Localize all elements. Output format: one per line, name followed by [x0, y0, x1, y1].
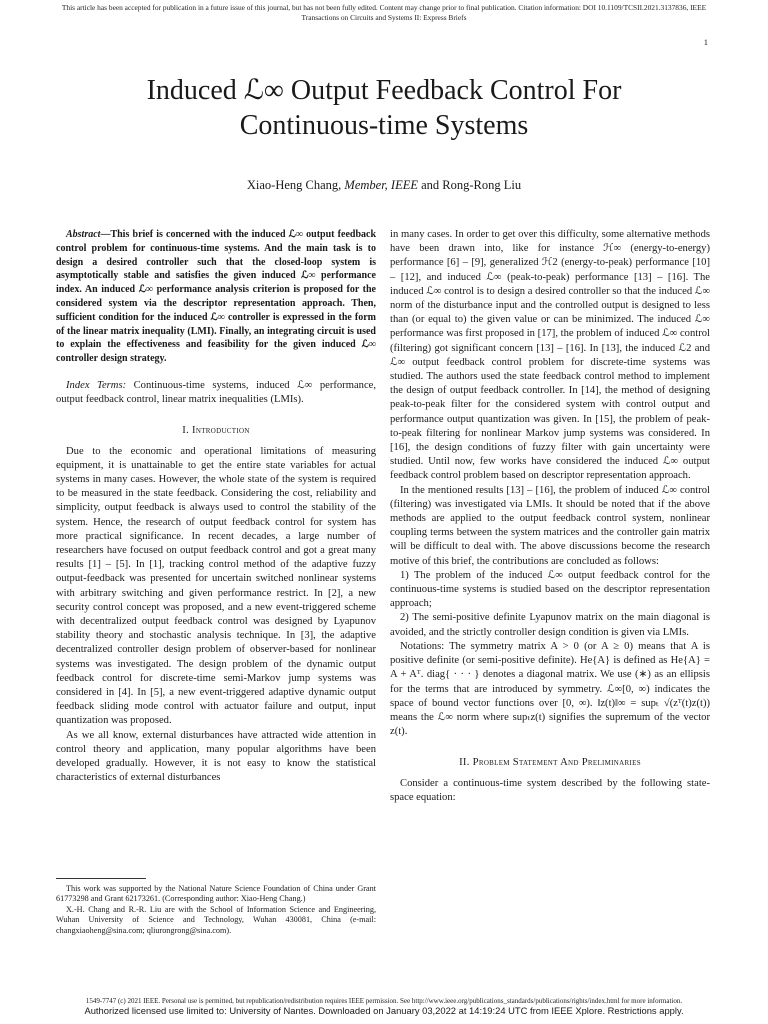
- banner-line-2: Transactions on Circuits and Systems II: Express Briefs: [301, 12, 467, 22]
- contribution-1: 1) The problem of the induced ℒ∞ output feedback control for the continuous-time systems is studied based on the descriptor representation approach;: [390, 569, 710, 610]
- intro-paragraph-2: As we all know, external disturbances have attracted wide attention in control theory and application, many popular algorithms have been developed gradually. However, it is not easy to know the statistical characteristics of external disturbances: [56, 729, 376, 784]
- paper-title: [0, 73, 768, 143]
- abstract-lead: Abstract: [66, 229, 101, 240]
- footnotes: [56, 884, 376, 936]
- section-heading-problem-statement: [390, 756, 710, 770]
- notations-paragraph: Notations: The symmetry matrix A > 0 (or A ≥ 0) means that A is positive definite (or semi-positive definite). He{A} is defined as He{A} = A + Aᵀ. diag{ · · · } denotes a diagonal matrix. We use (∗) as an ellipsis for the terms that are introduced by symmetry. ℒ∞[0, ∞) indicates the space of bound vector functions over [0, ∞). ‖z(t)‖∞ = supₜ √(zᵀ(t)z(t)) means the ℒ∞ norm where supₜz(t) signifies the supremum of the vector z(t).: [390, 640, 710, 738]
- copyright-footer: 1549-7747 (c) 2021 IEEE. Personal use is permitted, but republication/redistribution requires IEEE permission. See http://www.ieee.org/publications_standards/publications/rights/index.html for more information.: [85, 997, 683, 1005]
- section-1-title: Introduction: [192, 425, 250, 437]
- footnote-funding: This work was supported by the National Nature Science Foundation of China under Grant 61773298 and Grant 62173261. (Corresponding author: Xiao-Heng Chang.): [56, 884, 376, 904]
- footnote-rule: [56, 878, 146, 879]
- section-heading-introduction: [56, 424, 376, 438]
- footnote-affiliation: X.-H. Chang and R.-R. Liu are with the School of Information Science and Engineering, Wuhan University of Science and Technology, Wuhan 430081, China (e-mail: changxiaoheng@sina.com; qliurongrong@sina.com).: [56, 904, 376, 935]
- license-footer: Authorized licensed use limited to: University of Nantes. Downloaded on January 03,2022 at 14:19:24 UTC from IEEE Xplore. Restrictions apply.: [84, 1005, 684, 1016]
- section-1-number: I.: [182, 425, 190, 437]
- banner-line-1: This article has been accepted for publication in a future issue of this journal, but has not been fully edited. Content may change prior to final publication. Citation information: DOI 10.1109/TCSII.2021.3137836, IEEE: [61, 3, 707, 12]
- section-2-title: Problem Statement And Preliminaries: [472, 757, 641, 769]
- author-name-1: Xiao-Heng Chang,: [246, 178, 342, 192]
- index-terms-lead: Index Terms:: [66, 379, 127, 391]
- index-terms-text: Continuous-time systems, induced ℒ∞ performance, output feedback control, linear matrix inequalities (LMIs).: [56, 379, 376, 406]
- index-terms: [56, 379, 376, 407]
- body-paragraph-2: In the mentioned results [13] – [16], the problem of induced ℒ∞ control (filtering) was investigated via LMIs. It should be noted that if the above methods are applied to the output feedback control system, nonlinear coupling terms between the system matrices and the controller gain matrix will be difficult to deal with. The above discussions become the research motive of this brief, the contributions are concluded as follows:: [390, 484, 710, 567]
- journal-banner: [0, 3, 768, 22]
- title-line-2: Continuous-time Systems: [239, 110, 529, 141]
- abstract-text: —This brief is concerned with the induced ℒ∞ output feedback control problem for continuous-time systems. And the main task is to design a desired controller such that the closed-loop system is asymptotically stable and satisfies the given induced ℒ∞ performance index. An induced ℒ∞ performance analysis criterion is proposed for the considered system via the descriptor representation approach. Then, sufficient condition for the induced ℒ∞ controller is expressed in the form of the linear matrix inequality (LMI). Finally, an integrating circuit is used to explain the effectiveness and feasibility for the given induced ℒ∞ controller design strategy.: [56, 229, 376, 365]
- author-line: [0, 178, 768, 193]
- author-role: Member, IEEE: [344, 178, 418, 192]
- right-column: [390, 228, 710, 805]
- section-2-number: II.: [459, 757, 470, 769]
- page-number: 1: [703, 37, 708, 47]
- section-2-paragraph: Consider a continuous-time system described by the following state-space equation:: [390, 777, 710, 803]
- author-rest: and Rong-Rong Liu: [421, 178, 522, 192]
- intro-paragraph-1: Due to the economic and operational limitations of measuring equipment, it is unattainable to get the entire state variables for actual systems in many cases. However, the whole state of the system is required to be measured in the state feedback. Considering the cost, reliability and simplicity, output feedback is always used to control the stability of the system. Hence, the research of output feedback control for system has more practical significance. In recent decades, a large number of researchers have focused on output feedback control and got a great many results [1] – [5]. In [1], tracking control method of the adaptive fuzzy output-feedback was presented for uncertain switched nonlinear systems with arbitrary switching and given performance restrict. In [2], a new security control concept was proposed, and a new event-triggered scheme with decentralized output feedback control was designed by Lyapunov stability theory and stochastic analysis technique. In [3], the adaptive decentralized controller design problem of observer-based for nonlinear systems was investigated. The design problem of the dynamic output feedback control for discrete-time semi-Markov jump systems was considered in [4]. In [5], a new event-triggered adaptive dynamic output feedback sliding mode control with actuator failure and output, input quantization was proposed.: [56, 445, 376, 727]
- left-column: [56, 228, 376, 785]
- title-line-1: Induced ℒ∞ Output Feedback Control For: [146, 75, 622, 106]
- contribution-2: 2) The semi-positive definite Lyapunov matrix on the main diagonal is avoided, and the strictly controller design condition is given via LMIs.: [390, 612, 710, 638]
- body-paragraph-1: in many cases. In order to get over this difficulty, some alternative methods have been drawn into, like for instance ℋ∞ (energy-to-energy) performance [6] – [9], generalized ℋ2 (energy-to-peak) performance [10] – [12], and induced ℒ∞ (peak-to-peak) performance [13] – [16]. The induced ℒ∞ control is to design a desired controller so that the induced ℒ∞ norm of the disturbance input and the controlled output is designed to less than (or equal to) the given value or can be minimized. The induced ℒ∞ performance was first proposed in [17], the problem of induced ℒ∞ control (filtering) got significant concern [13] – [16]. In [13], the induced ℒ2 and ℒ∞ output feedback control problem for discrete-time systems was studied. The authors used the state feedback control method to implement the design of output feedback controller. In [14], the method of designing peak-to-peak filter for the considered system with control output and performance output quantization was given. In [15], the problem of peak-to-peak filtering for nonlinear Markov jump systems was considered. In [16], the design conditions of fuzzy filter with gain uncertainty were studied. Until now, few works have considered the induced ℒ∞ output feedback control problem based on descriptor representation approach.: [390, 229, 710, 482]
- abstract: [56, 228, 376, 366]
